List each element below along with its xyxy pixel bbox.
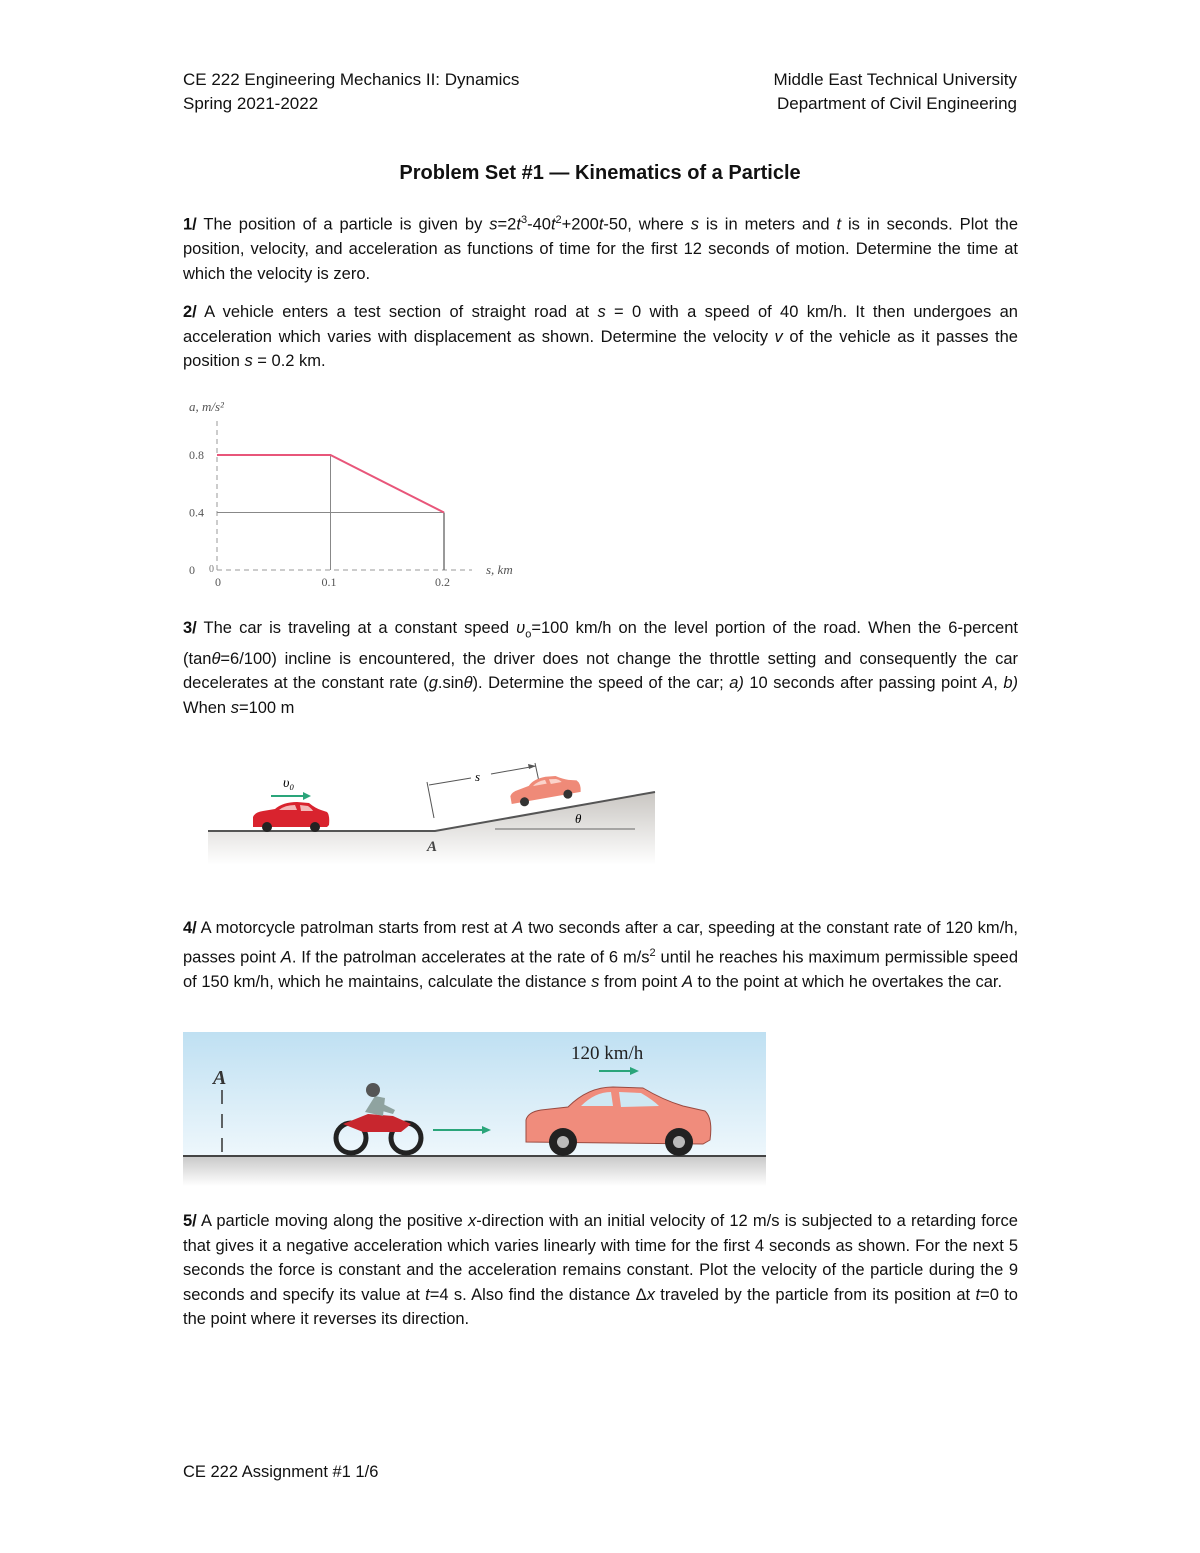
problem-3: 3/ The car is traveling at a constant speed $\upsilon_o=100$ km/h on the level portion of the road. When the 6-percent (tanθ=6/100) incline is encountered, the driver does not change the throttle setting and consequently the car decelerates at the constant rate (g.sinθ). Determine the speed of the car; a) 10 seconds after passing point A, b) When s=100 m (183, 619, 1019, 718)
point-a-label: A (213, 1067, 227, 1089)
y-tick-label: 0.8 (189, 448, 204, 462)
page-footer: CE 222 Assignment #1 1/6 (183, 1463, 379, 1481)
dimension-tick-left (427, 782, 434, 818)
x-tick-label: 0.1 (321, 575, 337, 589)
x-axis-label: s, km (486, 562, 513, 577)
velocity-arrowhead (303, 792, 311, 800)
department: Department of Civil Engineering (776, 94, 1017, 113)
x-tick-label: 0 (215, 575, 221, 589)
y-axis-label: a, m/s² (189, 399, 224, 414)
y-tick-label: 0 (189, 563, 195, 577)
s-label: s (475, 769, 481, 784)
header-left (183, 68, 519, 116)
acceleration-displacement-chart (180, 392, 540, 592)
problem-1: 1/ The position of a particle is given by $s=2t^3-40t^2+200t-50$, where s is in meters and t is in seconds. Plot the position, velocity, and acceleration as functions of time for the first 12 seconds of motion. Determine the time at which the velocity is zero. (183, 214, 1019, 283)
problem-4: 4/ A motorcycle patrolman starts from rest at A two seconds after a car, speeding at the constant rate of 120 km/h, passes point A. If the patrolman accelerates at the rate of 6 $m/s^2$ until he reaches his maximum permissible speed of 150 km/h, which he maintains, calculate the distance s from point A to the point at which he overtakes the car. (183, 919, 1019, 991)
ground (183, 1156, 766, 1186)
university: Middle East Technical University (773, 70, 1017, 89)
red-car (253, 802, 329, 832)
dimension-arrowhead (528, 764, 536, 769)
pink-car (508, 771, 582, 808)
y-tick-label: 0.4 (189, 505, 204, 520)
point-a-label: A (427, 839, 438, 855)
problem-5: 5/ A particle moving along the positive x-direction with an initial velocity of 12 m/s is subjected to a retarding force that gives it a negative acceleration which varies linearly with time for the first 4 seconds as shown. For the next 5 seconds the force is constant and the acceleration remains constant. Plot the velocity of the particle during the 9 seconds and specify its value at t=4 s. Also find the distance Δx traveled by the particle from its position at t=0 to the point where it reverses its direction. (183, 1212, 1018, 1329)
speed-label: 120 km/h (571, 1043, 644, 1064)
term: Spring 2021-2022 (183, 94, 319, 113)
header-right (774, 68, 1017, 116)
course-title: CE 222 Engineering Mechanics II: Dynamics (183, 70, 520, 89)
incline-figure (205, 755, 665, 865)
motorcycle-car-figure (183, 1032, 766, 1186)
dimension-line-left (429, 778, 471, 785)
x-tick-label: 0.2 (435, 575, 450, 589)
theta-label: θ (575, 811, 582, 826)
v0-label: υ₀ (283, 776, 295, 791)
origin-label: 0 (209, 564, 214, 575)
page-title: Problem Set #1 — Kinematics of a Particle (399, 162, 801, 184)
problem-2: 2/ A vehicle enters a test section of straight road at s = 0 with a speed of 40 km/h. It then undergoes an acceleration which varies with displacement as shown. Determine the velocity v of the vehicle as it passes the position s = 0.2 km. (183, 303, 1018, 371)
